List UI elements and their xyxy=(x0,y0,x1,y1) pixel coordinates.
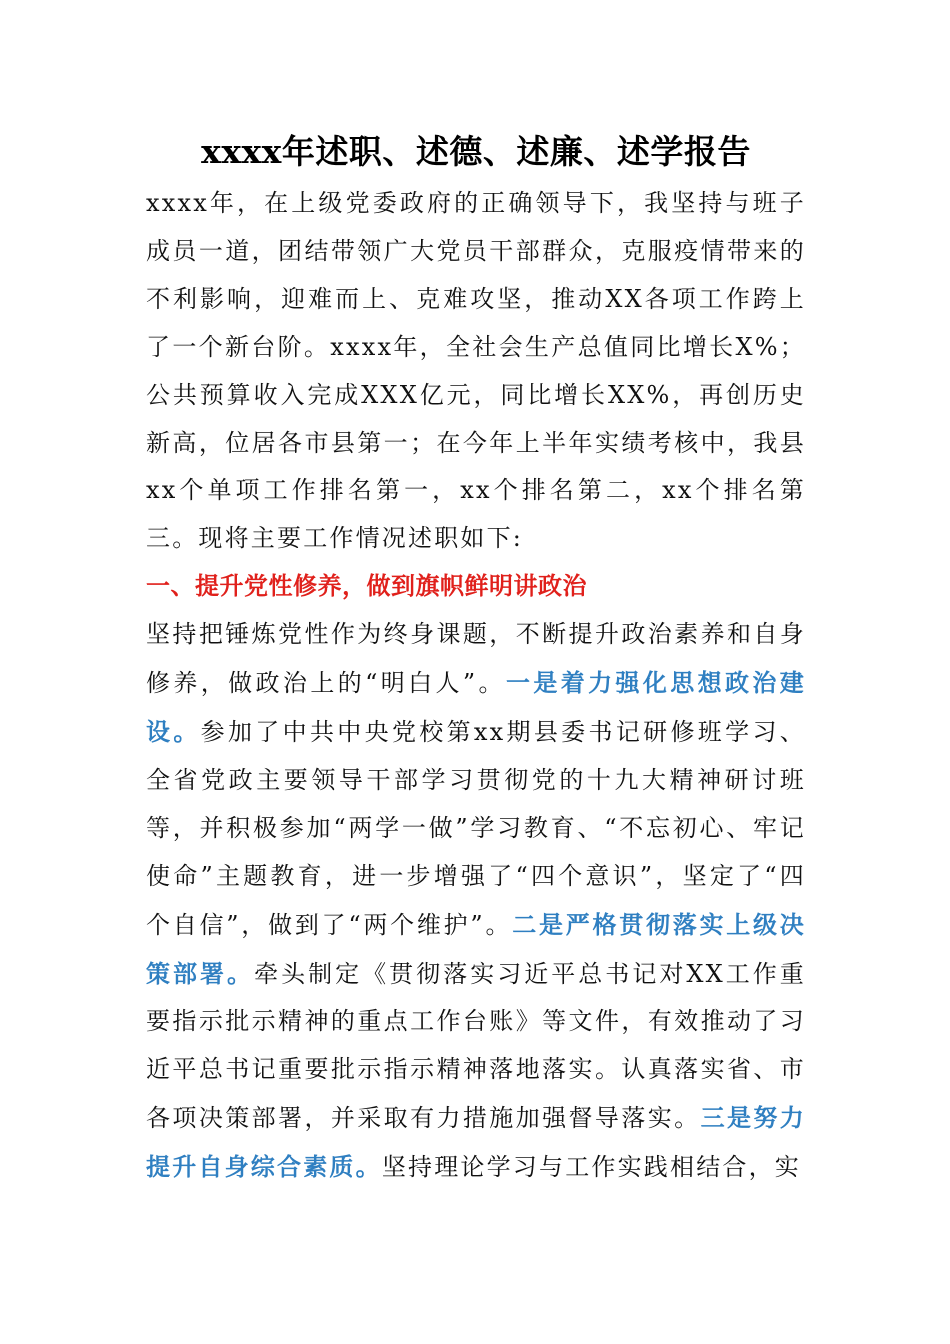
document-title: xxxx年述职、述德、述廉、述学报告 xyxy=(201,132,751,171)
highlight-point-one: 一是着力强化思想政治建设。 xyxy=(146,668,806,746)
body-text: 坚持把锤炼党性作为终身课题，不断提升政治素养和自身修养，做政治上的“明白人”。 xyxy=(146,620,806,698)
highlight-point-two: 二是严格贯彻落实上级决策部署。 xyxy=(146,909,806,988)
body-text: 坚持理论学习与工作实践相结合，实 xyxy=(381,1153,802,1182)
body-text: 牵头制定《贯彻落实习近平总书记对XX工作重要指示批示精神的重点工作台账》等文件，有效推动了习近平总书记重要批示指示精神落地落实。认真落实省、市各项决策部署，并采取有力措施加强督导落实。 xyxy=(146,959,806,1133)
highlight-point-three: 三是努力提升自身综合素质。 xyxy=(146,1103,806,1182)
section-body xyxy=(146,611,806,1192)
document-page xyxy=(146,124,806,1192)
section-heading: 一、提升党性修养，做到旗帜鲜明讲政治 xyxy=(146,572,587,601)
body-text: 参加了中共中央党校第xx期县委书记研修班学习、全省党政主要领导干部学习贯彻党的十九大精神研讨班等，并积极参加“两学一做”学习教育、“不忘初心、牢记使命”主题教育，进一步增强了“四个意识”，坚定了“四个自信”，做到了“两个维护”。 xyxy=(146,717,806,939)
intro-paragraph: xxxx年，在上级党委政府的正确领导下，我坚持与班子成员一道，团结带领广大党员干部群众，克服疫情带来的不利影响，迎难而上、克难攻坚，推动XX各项工作跨上了一个新台阶。xxxx年，全社会生产总值同比增长X%；公共预算收入完成XXX亿元，同比增长XX%，再创历史新高，位居各市县第一；在今年上半年实绩考核中，我县xx个单项工作排名第一，xx个排名第二，xx个排名第三。现将主要工作情况述职如下: xyxy=(146,189,806,553)
